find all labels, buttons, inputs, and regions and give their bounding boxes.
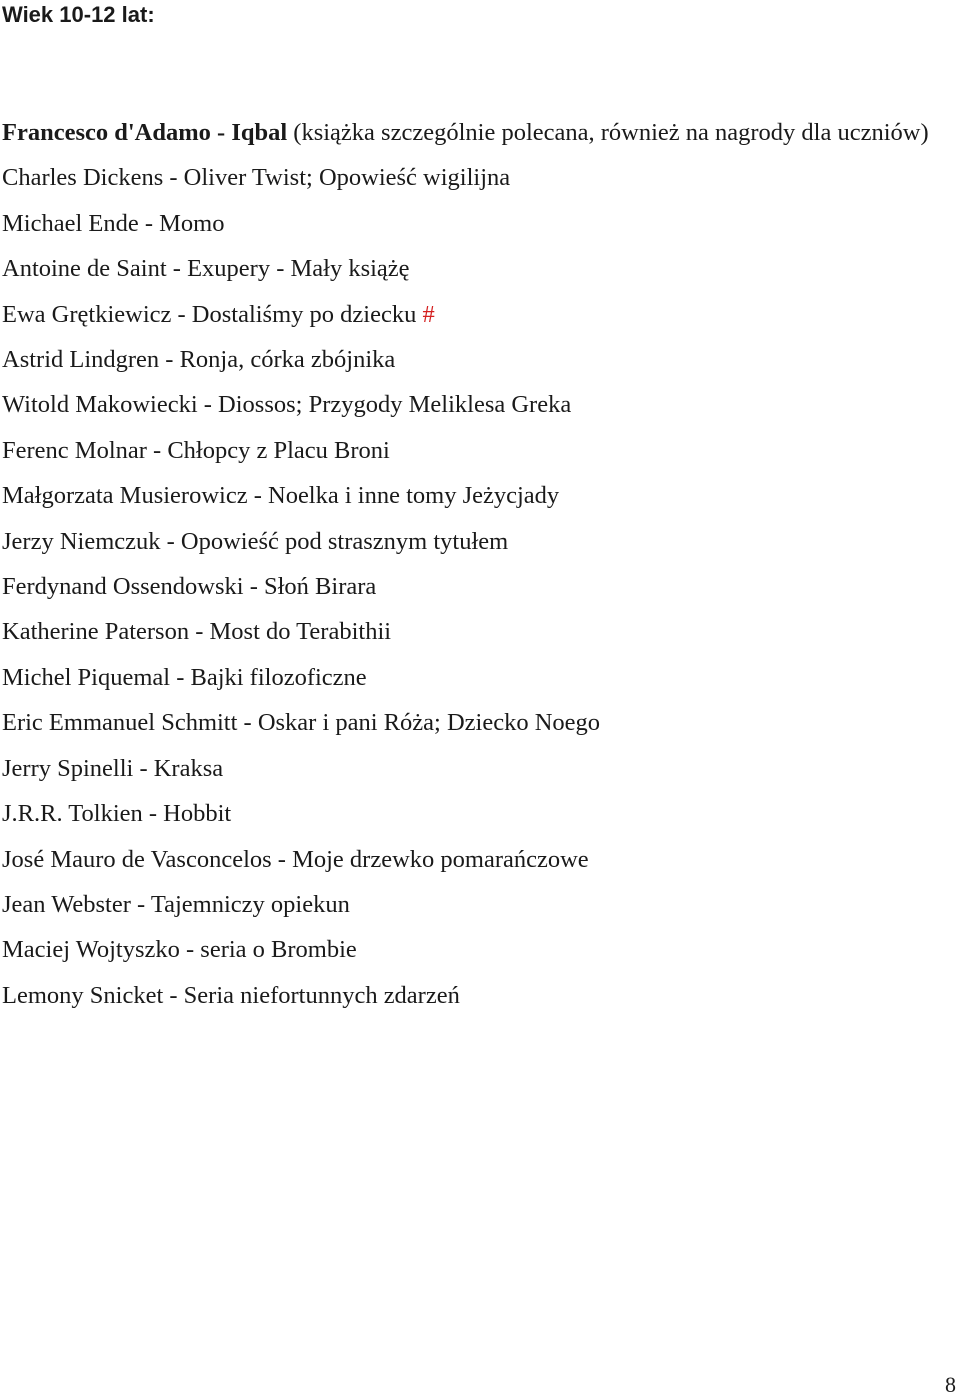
list-item: Michel Piquemal - Bajki filozoficzne xyxy=(2,663,367,691)
list-item: Witold Makowiecki - Diossos; Przygody Meliklesa Greka xyxy=(2,391,572,419)
list-item: Maciej Wojtyszko - seria o Brombie xyxy=(2,936,357,964)
page-heading: Wiek 10-12 lat: xyxy=(2,2,155,27)
list-item: Charles Dickens - Oliver Twist; Opowieść wigilijna xyxy=(2,164,511,192)
list-item-featured xyxy=(2,110,952,155)
list-item: Astrid Lindgren - Ronja, córka zbójnika xyxy=(2,346,396,374)
list-item: Ferdynand Ossendowski - Słoń Birara xyxy=(2,573,377,601)
list-item: José Mauro de Vasconcelos - Moje drzewko pomarańczowe xyxy=(2,845,589,873)
list-item: Michael Ende - Momo xyxy=(2,209,225,237)
list-item: Eric Emmanuel Schmitt - Oskar i pani Róża; Dziecko Noego xyxy=(2,709,601,737)
featured-note: (książka szczególnie polecana, również na nagrody dla uczniów) xyxy=(287,119,929,146)
list-item: Jerry Spinelli - Kraksa xyxy=(2,754,224,782)
list-item: Małgorzata Musierowicz - Noelka i inne tomy Jeżycjady xyxy=(2,482,560,510)
list-item: Lemony Snicket - Seria niefortunnych zdarzeń xyxy=(2,981,460,1009)
book-list xyxy=(2,110,952,1018)
list-item: Ferenc Molnar - Chłopcy z Placu Broni xyxy=(2,436,390,464)
hash-mark: # xyxy=(422,300,435,328)
list-item-marked xyxy=(2,292,952,337)
featured-author-title: Francesco d'Adamo - Iqbal xyxy=(2,119,288,146)
page-number: 8 xyxy=(945,1372,956,1397)
list-item: Antoine de Saint - Exupery - Mały książę xyxy=(2,255,410,283)
list-item: Jerzy Niemczuk - Opowieść pod strasznym tytułem xyxy=(2,527,509,555)
list-item: Jean Webster - Tajemniczy opiekun xyxy=(2,890,350,918)
list-item: J.R.R. Tolkien - Hobbit xyxy=(2,800,232,828)
list-item: Katherine Paterson - Most do Terabithii xyxy=(2,618,392,646)
marked-entry-text: Ewa Grętkiewicz - Dostaliśmy po dziecku xyxy=(2,300,417,328)
